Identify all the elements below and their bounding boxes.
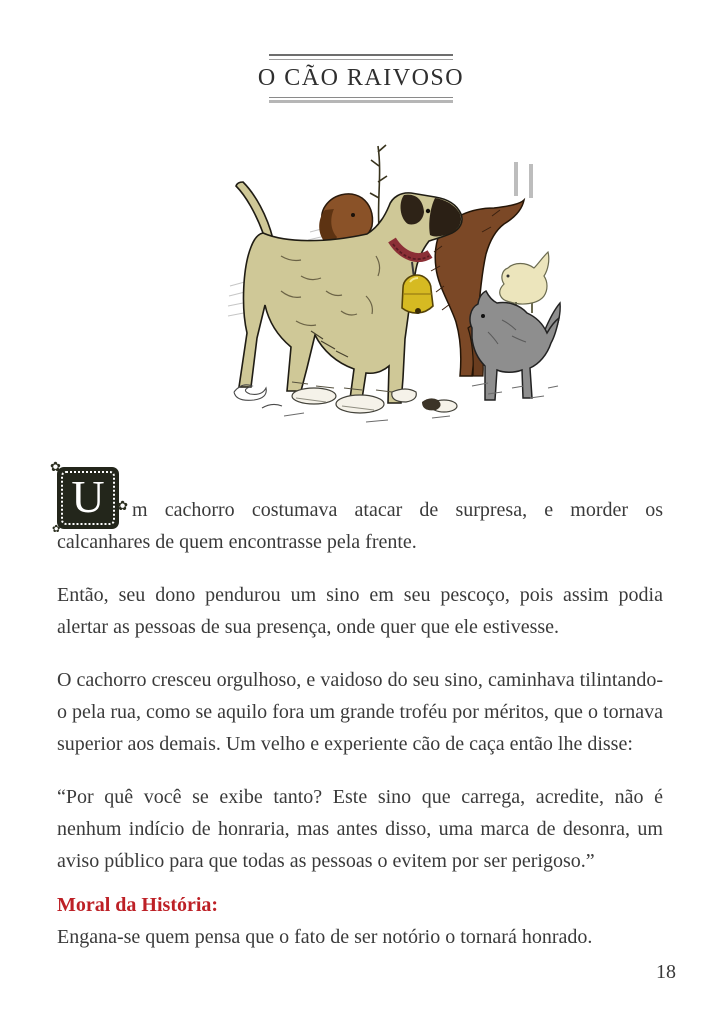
flower-ornament-icon: ✿ [117, 498, 128, 514]
background-posts [516, 162, 531, 198]
opening-paragraph [50, 459, 663, 558]
paragraph-text: O cachorro cresceu orgulhoso, e vaidoso do seu sino, caminhava tilintando-o pela rua, como se aquilo fora um grande troféu por méritos, que o tornava superior aos demais. Um velho e experiente cão de caça então lhe disse: [57, 669, 663, 755]
page-number: 18 [656, 961, 676, 983]
drop-cap-letter: U [71, 470, 105, 522]
quote-paragraph [57, 781, 663, 877]
chapter-header [0, 54, 722, 103]
title-rule-bottom [269, 97, 453, 103]
paragraph [57, 664, 663, 760]
moral-text: Engana-se quem pensa que o fato de ser notório o tornará honrado. [57, 926, 593, 948]
flower-ornament-icon: ✿ [50, 459, 61, 474]
moral-heading: Moral da História: [57, 894, 219, 916]
flower-ornament-icon: ✿ [52, 524, 61, 535]
page-title: O CÃO RAIVOSO [257, 65, 465, 91]
dogs-illustration [226, 136, 562, 432]
paragraph [57, 579, 663, 643]
title-rule-top [269, 54, 453, 60]
paragraph-text: “Por quê você se exibe tanto? Este sino que carrega, acredite, não é nenhum indício de honraria, mas antes disso, uma marca de desonra, um aviso público para que todas as pessoas o evitem por ser perigoso.” [57, 786, 663, 872]
paragraph-text: m cachorro costumava atacar de surpresa, e morder os calcanhares de quem encontrasse pela frente. [57, 499, 663, 553]
paragraph-text: Então, seu dono pendurou um sino em seu pescoço, pois assim podia alertar as pessoas de sua presença, onde quer que ele estivesse. [57, 584, 663, 638]
story-text [50, 459, 663, 953]
drop-cap [50, 459, 128, 535]
dogs-engraving-svg [226, 136, 562, 432]
